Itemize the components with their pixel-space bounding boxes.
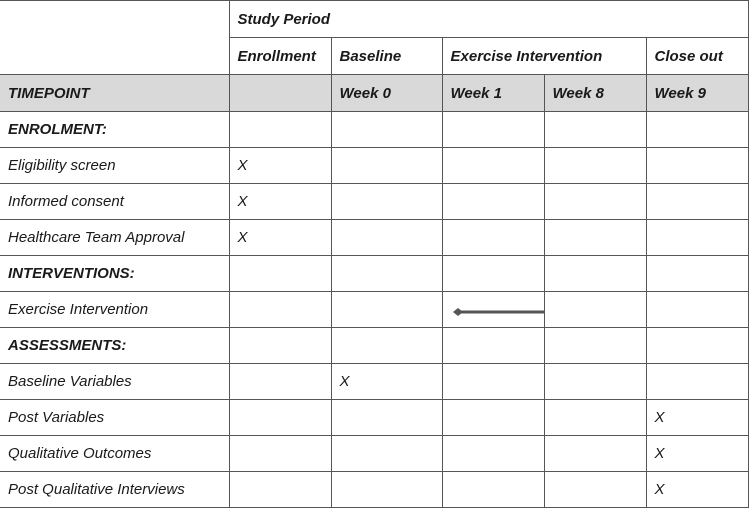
table-cell bbox=[442, 328, 544, 364]
table-cell bbox=[646, 328, 748, 364]
table-cell bbox=[544, 328, 646, 364]
table-cell bbox=[646, 148, 748, 184]
section-assessments-label: ASSESSMENTS: bbox=[0, 328, 229, 364]
phase-close-out: Close out bbox=[646, 38, 748, 75]
table-cell bbox=[331, 148, 442, 184]
table-row-exercise-intervention bbox=[0, 292, 748, 328]
timepoint-week9: Week 9 bbox=[646, 75, 748, 112]
section-row-assessments bbox=[0, 328, 748, 364]
table-cell bbox=[229, 328, 331, 364]
table-cell bbox=[229, 364, 331, 400]
table-cell bbox=[229, 256, 331, 292]
row-label-eligibility-screen: Eligibility screen bbox=[0, 148, 229, 184]
table-cell bbox=[544, 436, 646, 472]
table-cell bbox=[229, 400, 331, 436]
table-cell bbox=[229, 112, 331, 148]
section-row-enrolment bbox=[0, 112, 748, 148]
table-cell bbox=[544, 184, 646, 220]
table-cell bbox=[331, 184, 442, 220]
table-cell bbox=[229, 292, 331, 328]
table-cell bbox=[331, 112, 442, 148]
table-cell bbox=[229, 472, 331, 508]
table-cell bbox=[229, 436, 331, 472]
table-cell bbox=[646, 256, 748, 292]
table-cell bbox=[442, 436, 544, 472]
table-row-healthcare-team-approval bbox=[0, 220, 748, 256]
table-cell bbox=[331, 292, 442, 328]
table-cell bbox=[544, 256, 646, 292]
duration-arrow-start bbox=[453, 308, 463, 316]
row-label-qualitative-outcomes: Qualitative Outcomes bbox=[0, 436, 229, 472]
table-row-informed-consent bbox=[0, 184, 748, 220]
table-cell bbox=[442, 472, 544, 508]
row-label-informed-consent: Informed consent bbox=[0, 184, 229, 220]
table-cell bbox=[331, 256, 442, 292]
table-cell bbox=[544, 292, 646, 328]
table-cell bbox=[331, 400, 442, 436]
timepoint-week8: Week 8 bbox=[544, 75, 646, 112]
timepoint-week0: Week 0 bbox=[331, 75, 442, 112]
section-row-interventions bbox=[0, 256, 748, 292]
table-row-post-variables bbox=[0, 400, 748, 436]
table-cell bbox=[544, 400, 646, 436]
table-cell bbox=[544, 364, 646, 400]
section-interventions-label: INTERVENTIONS: bbox=[0, 256, 229, 292]
table-cell bbox=[331, 436, 442, 472]
table-cell bbox=[442, 112, 544, 148]
table-cell bbox=[331, 328, 442, 364]
table-cell bbox=[646, 112, 748, 148]
table-cell bbox=[544, 112, 646, 148]
timepoint-label: TIMEPOINT bbox=[0, 75, 229, 112]
table-cell bbox=[544, 472, 646, 508]
table-cell bbox=[331, 220, 442, 256]
row-label-post-variables: Post Variables bbox=[0, 400, 229, 436]
table-cell bbox=[544, 220, 646, 256]
table-cell bbox=[442, 364, 544, 400]
table-cell bbox=[442, 184, 544, 220]
section-enrolment-label: ENROLMENT: bbox=[0, 112, 229, 148]
phase-enrollment: Enrollment bbox=[229, 38, 331, 75]
timepoint-row bbox=[0, 75, 748, 112]
table-cell bbox=[442, 256, 544, 292]
study-period-heading: Study Period bbox=[229, 1, 748, 38]
table-row-post-qualitative-interviews bbox=[0, 472, 748, 508]
table-row-baseline-variables bbox=[0, 364, 748, 400]
phase-exercise-intervention: Exercise Intervention bbox=[442, 38, 646, 75]
table-cell bbox=[646, 184, 748, 220]
table-cell bbox=[442, 400, 544, 436]
table-cell bbox=[442, 148, 544, 184]
timepoint-week1: Week 1 bbox=[442, 75, 544, 112]
table-cell bbox=[646, 292, 748, 328]
phase-baseline: Baseline bbox=[331, 38, 442, 75]
row-label-healthcare-team-approval: Healthcare Team Approval bbox=[0, 220, 229, 256]
table-cell bbox=[331, 472, 442, 508]
mark-approval-enrollment: X bbox=[229, 220, 331, 256]
table-cell bbox=[442, 220, 544, 256]
timepoint-enrollment-cell bbox=[229, 75, 331, 112]
mark-interviews-week9: X bbox=[646, 472, 748, 508]
table-cell bbox=[442, 292, 544, 328]
row-label-post-qualitative-interviews: Post Qualitative Interviews bbox=[0, 472, 229, 508]
table-cell bbox=[646, 220, 748, 256]
table-row-qualitative-outcomes bbox=[0, 436, 748, 472]
header-blank-cell bbox=[0, 1, 229, 75]
mark-consent-enrollment: X bbox=[229, 184, 331, 220]
table-cell bbox=[646, 364, 748, 400]
table-row-eligibility-screen bbox=[0, 148, 748, 184]
mark-eligibility-enrollment: X bbox=[229, 148, 331, 184]
study-period-row bbox=[0, 1, 748, 38]
mark-post-variables-week9: X bbox=[646, 400, 748, 436]
row-label-exercise-intervention: Exercise Intervention bbox=[0, 292, 229, 328]
mark-qualitative-week9: X bbox=[646, 436, 748, 472]
duration-arrow-icon bbox=[453, 306, 545, 318]
table-cell bbox=[544, 148, 646, 184]
mark-baseline-week0: X bbox=[331, 364, 442, 400]
row-label-baseline-variables: Baseline Variables bbox=[0, 364, 229, 400]
